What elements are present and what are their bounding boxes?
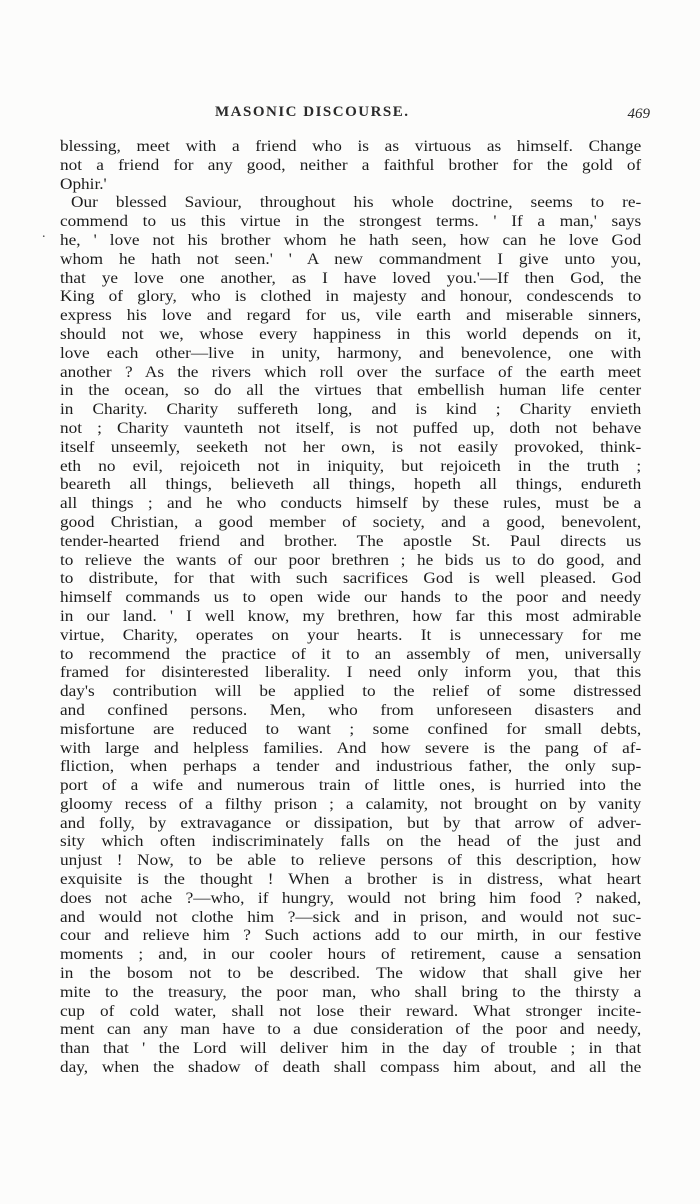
text-line: in the ocean, so do all the virtues that embellish human life center: [60, 382, 642, 400]
text-line: does not ache ?—who, if hungry, would not bring him food ? naked,: [60, 889, 642, 907]
text-line: all things ; and he who conducts himself by these rules, must be a: [60, 495, 642, 513]
text-line: ment can any man have to a due consideration of the poor and needy,: [60, 1021, 642, 1039]
text-line: gloomy recess of a filthy prison ; a calamity, not brought on by vanity: [60, 795, 642, 813]
text-line: beareth all things, believeth all things, hopeth all things, endureth: [60, 476, 642, 494]
text-line: he, ' love not his brother whom he hath seen, how can he love God: [60, 231, 642, 249]
page-number: 469: [627, 106, 650, 122]
text-line: misfortune are reduced to want ; some confined for small debts,: [60, 720, 642, 738]
text-line: love each other—live in unity, harmony, and benevolence, one with: [60, 344, 642, 362]
text-line: sity which often indiscriminately falls on the head of the just and: [60, 833, 642, 851]
text-line: express his love and regard for us, vile earth and miserable sinners,: [60, 307, 642, 325]
page-header: [60, 104, 650, 128]
text-line: eth no evil, rejoiceth not in iniquity, but rejoiceth in the truth ;: [60, 457, 642, 475]
text-line: and folly, by extravagance or dissipation, but by that arrow of adver-: [60, 814, 642, 832]
text-line: whom he hath not seen.' ' A new commandment I give unto you,: [60, 250, 642, 268]
text-line: in Charity. Charity suffereth long, and is kind ; Charity envieth: [60, 401, 642, 419]
text-line: himself commands us to open wide our hands to the poor and needy: [60, 589, 642, 607]
running-head: MASONIC DISCOURSE.: [215, 104, 410, 120]
text-line: cup of cold water, shall not lose their reward. What stronger incite-: [60, 1002, 642, 1020]
text-line: not a friend for any good, neither a faithful brother for the gold of: [60, 156, 642, 174]
text-line: Ophir.': [60, 175, 107, 193]
text-line: blessing, meet with a friend who is as virtuous as himself. Change: [60, 138, 642, 155]
text-line: cour and relieve him ? Such actions add to our mirth, in our festive: [60, 927, 642, 945]
text-line: port of a wife and numerous train of little ones, is hurried into the: [60, 777, 642, 795]
text-line: exquisite is the thought ! When a brother is in distress, what heart: [60, 871, 642, 889]
text-line: commend to us this virtue in the strongest terms. ' If a man,' says: [60, 213, 642, 231]
text-line: King of glory, who is clothed in majesty and honour, condescends to: [60, 288, 642, 306]
text-line: Our blessed Saviour, throughout his whole doctrine, seems to re-: [71, 194, 642, 212]
text-line: fliction, when perhaps a tender and industrious father, the only sup-: [60, 758, 642, 776]
text-line: moments ; and, in our cooler hours of retirement, cause a sensation: [60, 946, 642, 964]
margin-mark: .: [42, 226, 46, 241]
text-line: with large and helpless families. And how severe is the pang of af-: [60, 739, 642, 757]
text-line: good Christian, a good member of society, and a good, benevolent,: [60, 513, 642, 531]
text-line: to distribute, for that with such sacrifices God is well pleased. God: [60, 570, 642, 588]
text-line: another ? As the rivers which roll over the surface of the earth meet: [60, 363, 642, 381]
text-line: itself unseemly, seeketh not her own, is not easily provoked, think-: [60, 438, 642, 456]
text-line: framed for disinterested liberality. I need only inform you, that this: [60, 664, 642, 682]
text-line: day, when the shadow of death shall compass him about, and all the: [60, 1059, 642, 1077]
text-line: in our land. ' I well know, my brethren, how far this most admirable: [60, 607, 642, 625]
text-line: not ; Charity vaunteth not itself, is not puffed up, doth not behave: [60, 419, 642, 437]
text-line: tender-hearted friend and brother. The apostle St. Paul directs us: [60, 532, 642, 550]
text-line: to relieve the wants of our poor brethren ; he bids us to do good, and: [60, 551, 642, 569]
text-line: virtue, Charity, operates on your hearts. It is unnecessary for me: [60, 626, 642, 644]
text-line: mite to the treasury, the poor man, who shall bring to the thirsty a: [60, 983, 642, 1001]
text-line: to recommend the practice of it to an assembly of men, universally: [60, 645, 642, 663]
text-line: in the bosom not to be described. The widow that shall give her: [60, 965, 642, 983]
text-line: should not we, whose every happiness in this world depends on it,: [60, 325, 642, 343]
text-line: that ye love one another, as I have loved you.'—If then God, the: [60, 269, 642, 287]
text-line: and would not clothe him ?—sick and in prison, and would not suc-: [60, 908, 642, 926]
text-line: day's contribution will be applied to the relief of some distressed: [60, 683, 642, 701]
text-line: than that ' the Lord will deliver him in the day of trouble ; in that: [60, 1040, 642, 1058]
text-line: unjust ! Now, to be able to relieve persons of this description, how: [60, 852, 642, 870]
text-line: and confined persons. Men, who from unforeseen disasters and: [60, 701, 642, 719]
body-text: [60, 138, 641, 1078]
